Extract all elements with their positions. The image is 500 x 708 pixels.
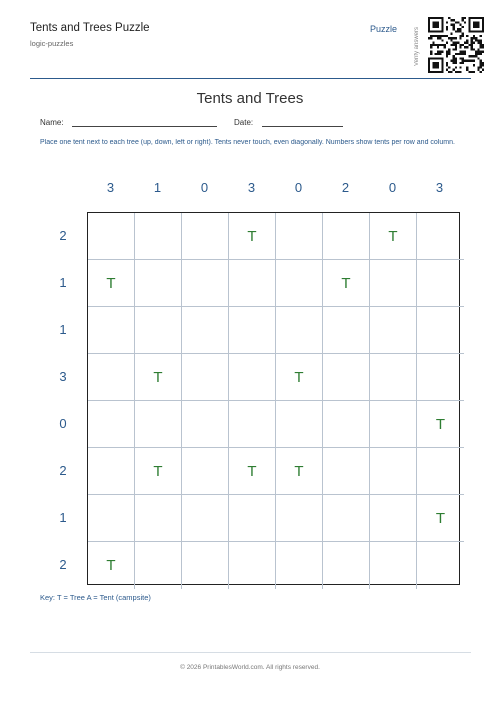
grid-cell[interactable] <box>229 307 276 354</box>
grid-cell[interactable] <box>370 307 417 354</box>
grid-cell[interactable] <box>417 213 464 260</box>
grid-cell[interactable] <box>135 260 182 307</box>
column-clue: 2 <box>341 180 350 195</box>
grid-cell[interactable] <box>88 354 135 401</box>
row-clue: 2 <box>59 557 67 572</box>
grid-cell[interactable] <box>88 448 135 495</box>
qr-code-icon <box>428 17 484 73</box>
grid-cell[interactable] <box>135 542 182 589</box>
tree-cell[interactable]: T <box>88 260 135 307</box>
grid-cell[interactable] <box>370 448 417 495</box>
grid-cell[interactable] <box>276 260 323 307</box>
grid-cell[interactable] <box>182 401 229 448</box>
row-clue: 1 <box>59 510 67 525</box>
tree-cell[interactable]: T <box>276 354 323 401</box>
column-clue: 3 <box>435 180 444 195</box>
row-clue: 1 <box>59 275 67 290</box>
grid-cell[interactable] <box>182 448 229 495</box>
column-clue: 0 <box>200 180 209 195</box>
grid-cell[interactable] <box>323 307 370 354</box>
grid-cell[interactable] <box>417 448 464 495</box>
grid-cell[interactable] <box>370 495 417 542</box>
grid-cell[interactable] <box>323 354 370 401</box>
grid-cell[interactable] <box>323 495 370 542</box>
column-clue: 3 <box>106 180 115 195</box>
name-label: Name: <box>40 118 64 127</box>
column-clue: 1 <box>153 180 162 195</box>
grid-cell[interactable] <box>88 213 135 260</box>
grid-cell[interactable] <box>276 213 323 260</box>
grid-cell[interactable] <box>417 354 464 401</box>
grid-cell[interactable] <box>370 542 417 589</box>
grid-cell[interactable] <box>182 354 229 401</box>
header-subtitle: logic-puzzles <box>30 39 74 48</box>
legend-key: Key: T = Tree A = Tent (campsite) <box>40 593 151 602</box>
instructions: Place one tent next to each tree (up, down, left or right). Tents never touch, even diagonally. Numbers show tents per row and column. <box>40 139 455 146</box>
grid-cell[interactable] <box>370 354 417 401</box>
tree-cell[interactable]: T <box>88 542 135 589</box>
grid-cell[interactable] <box>323 542 370 589</box>
grid-cell[interactable] <box>229 354 276 401</box>
row-clue: 1 <box>59 322 67 337</box>
grid-cell[interactable] <box>182 307 229 354</box>
column-clue: 0 <box>388 180 397 195</box>
grid-cell[interactable] <box>370 401 417 448</box>
puzzle-grid <box>87 212 460 585</box>
grid-cell[interactable] <box>229 542 276 589</box>
grid-cell[interactable] <box>135 401 182 448</box>
row-clue: 2 <box>59 463 67 478</box>
grid-cell[interactable] <box>88 495 135 542</box>
grid-cell[interactable] <box>323 448 370 495</box>
column-clue: 0 <box>294 180 303 195</box>
footer-rule <box>30 652 471 653</box>
grid-cell[interactable] <box>135 213 182 260</box>
grid-cell[interactable] <box>229 495 276 542</box>
grid-cell[interactable] <box>88 401 135 448</box>
grid-cell[interactable] <box>323 401 370 448</box>
grid-cell[interactable] <box>229 401 276 448</box>
tree-cell[interactable]: T <box>229 448 276 495</box>
grid-cell[interactable] <box>135 307 182 354</box>
grid-cell[interactable] <box>229 260 276 307</box>
tree-cell[interactable]: T <box>417 495 464 542</box>
grid-cell[interactable] <box>135 495 182 542</box>
row-clue: 3 <box>59 369 67 384</box>
grid-cell[interactable] <box>323 213 370 260</box>
tree-cell[interactable]: T <box>135 354 182 401</box>
row-clue: 2 <box>59 228 67 243</box>
page-title: Tents and Trees <box>196 90 304 107</box>
grid-cell[interactable] <box>276 495 323 542</box>
header-rule <box>30 78 471 79</box>
tree-cell[interactable]: T <box>135 448 182 495</box>
tree-cell[interactable]: T <box>229 213 276 260</box>
grid-cell[interactable] <box>417 307 464 354</box>
header-title: Tents and Trees Puzzle <box>30 22 150 34</box>
grid-cell[interactable] <box>417 260 464 307</box>
grid-cell[interactable] <box>182 213 229 260</box>
row-clue: 0 <box>59 416 67 431</box>
verify-label: Verify answers <box>414 26 420 66</box>
header-tag: Puzzle <box>370 24 398 34</box>
tree-cell[interactable]: T <box>276 448 323 495</box>
tree-cell[interactable]: T <box>417 401 464 448</box>
grid-cell[interactable] <box>182 542 229 589</box>
grid-cell[interactable] <box>276 542 323 589</box>
date-field[interactable] <box>262 126 343 127</box>
grid-cell[interactable] <box>182 495 229 542</box>
grid-cell[interactable] <box>417 542 464 589</box>
grid-cell[interactable] <box>276 307 323 354</box>
date-label: Date: <box>234 118 254 127</box>
name-field[interactable] <box>72 126 217 127</box>
footer-copyright: © 2026 PrintablesWorld.com. All rights reserved. <box>180 664 320 671</box>
tree-cell[interactable]: T <box>370 213 417 260</box>
tree-cell[interactable]: T <box>323 260 370 307</box>
grid-cell[interactable] <box>370 260 417 307</box>
column-clue: 3 <box>247 180 256 195</box>
grid-cell[interactable] <box>276 401 323 448</box>
grid-cell[interactable] <box>182 260 229 307</box>
grid-cell[interactable] <box>88 307 135 354</box>
